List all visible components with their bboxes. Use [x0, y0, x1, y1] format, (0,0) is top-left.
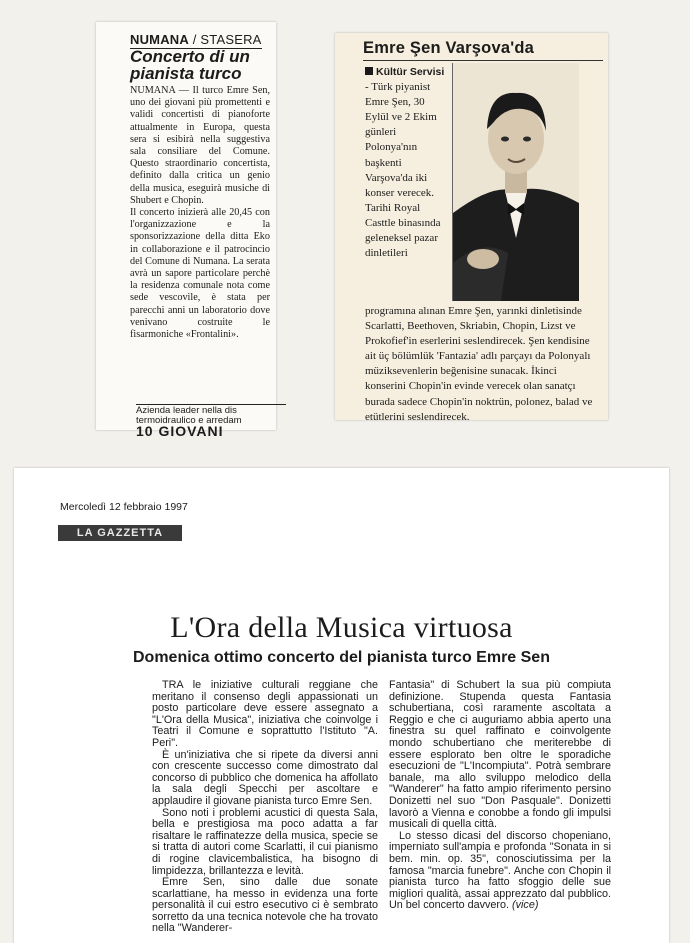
article-text: - Türk piyanist Emre Şen, 30 Eylül ve 2 Ekim günleri Polonya'nın başkenti Varşova'da iki konser verecek. Tarihi Royal Casttle binasında geleneksel pazar dinletileri — [365, 81, 441, 260]
pianist-portrait-image — [453, 63, 579, 301]
clip-paragraph: Il concerto inizierà alle 20,45 con l'organizzazione e la sponsorizzazione della ditta Eko in collaborazione e il patrocincio del Comune di Numana. La serata avrà un sapore particolare perchè la residenza comunale nota come sede vescovile, è stata per parecchi anni un laboratorio dove venivano costruite le fisarmoniche «Frontalini». — [130, 207, 270, 341]
pianist-photo — [452, 63, 579, 301]
article-text-narrow — [365, 65, 447, 261]
article-text-wide — [365, 304, 597, 425]
publication-date: Mercoledì 12 febbraio 1997 — [60, 501, 188, 513]
article-column-2 — [389, 680, 611, 912]
article-paragraph: Fantasia" di Schubert la sua più compiuta definizione. Stupenda questa Fantasia schubertiana, così raramente ascoltata a Reggio e che ci auguriamo abbia aperto una finestra su quel raffinato e coinvolgente mondo schubertiano che meriterebbe di essere esplorato ben oltre le sporadiche esecuzioni de "L'Incompiuta". Potrà sembrare banale, ma allo sviluppo melodico della "Wanderer" ha fatto ampio riferimento persino Donizetti nel suo "Don Pasquale". Donizetti lavorò a Vienna e conobbe a fondo gli impulsi musicali di quella città. — [389, 679, 611, 831]
article-paragraph — [389, 831, 611, 912]
author-signature: (vice) — [512, 899, 539, 912]
clip-headline: Concerto di un pianista turco — [130, 47, 250, 83]
clipping-numana — [96, 22, 276, 439]
kicker-place: NUMANA — [130, 32, 189, 47]
article-paragraph: Emre Sen, sino dalle due sonate scarlattiane, ha messo in evidenza una forte personalità il cui estro esecutivo ci è sembrato sorretto da una tecnica notevole che ha trovato nella "Wanderer- — [152, 876, 378, 935]
article-title: L'Ora della Musica virtuosa — [170, 611, 513, 644]
article-paragraph: Sono noti i problemi acustici di questa Sala, bella e prestigiosa ma poco adatta a far risaltare le raffinatezze della musica, specie se si tratta di autori come Scarlatti, il cui pianismo di rogine clavicembalistica, ha bisogno di limpidezza, brillantezza e levità. — [152, 806, 378, 877]
article-paragraph: TRA le iniziative culturali reggiane che meritano il consenso degli appassionati un posto particolare deve essere assegnato a "L'Ora della Musica", iniziativa che coinvolge i Teatri il Comune e soprattutto l'Istituto "A. Peri". — [152, 679, 378, 749]
clip-footer-ad — [136, 404, 286, 439]
article-text: programına alınan Emre Şen, yarınki dinletisinde Scarlatti, Beethoven, Skriabin, Chopin, Lizst ve Prokofief'in eserlerini seslendirecek. Şen kendisine ait üç bölümlük 'Fantazia' adlı parçayı da Polonyalı müziksevenlerin beğenisine sunacak. İkinci konserini Chopin'in evinde verecek olan sanatçı burada sadece Chopin'in noktrün, polonez, balad ve etütlerini seslendirecek. — [365, 305, 593, 423]
footer-line: 10 GIOVANI — [136, 423, 224, 439]
clip-headline: Emre Şen Varşova'da — [363, 39, 603, 61]
article-paragraph: È un'iniziativa che si ripete da diversi anni con crescente successo come dimostrato dal concorso di pubblico che domenica ha affollato la sala degli Specchi per ascoltare e applaudire il giovane pianista turco Emre Sen. — [152, 748, 378, 807]
newspaper-masthead: LA GAZZETTA — [58, 525, 182, 541]
article-column-1 — [152, 680, 378, 935]
clip-body — [130, 85, 270, 341]
article-text: Lo stesso dicasi del discorso chopeniano, imperniato sull'ampia e profonda "Sonata in si bem. min. op. 35", conosciutissima per la famosa "marcia funebre". Anche con Chopin il pianista turco ha fatto sfoggio delle sue migliori qualità, assai apprezzato dal pubblico. Un bel concerto davvero. — [389, 829, 611, 912]
clip-paragraph: NUMANA — Il turco Emre Sen, uno dei giovani più promettenti e validi concertisti di pianoforte attualmente in Europa, questa sera si esibirà nella suggestiva sala consiliare del Comune. Questo straordinario concertista, definito dalla critica un genio della musica, eseguirà musiche di Shubert e Chopin. — [130, 85, 270, 206]
footer-line: termoidraulico e arredam — [136, 415, 242, 426]
article-subtitle: Domenica ottimo concerto del pianista turco Emre Sen — [133, 649, 550, 666]
footer-line: Azienda leader nella dis — [136, 405, 237, 416]
bullet-square-icon — [365, 67, 373, 75]
article-lead: Kültür Servisi — [376, 66, 445, 78]
kicker-time: / STASERA — [192, 32, 262, 47]
clipping-gazzetta — [14, 468, 669, 943]
clipping-varsova — [335, 33, 608, 423]
